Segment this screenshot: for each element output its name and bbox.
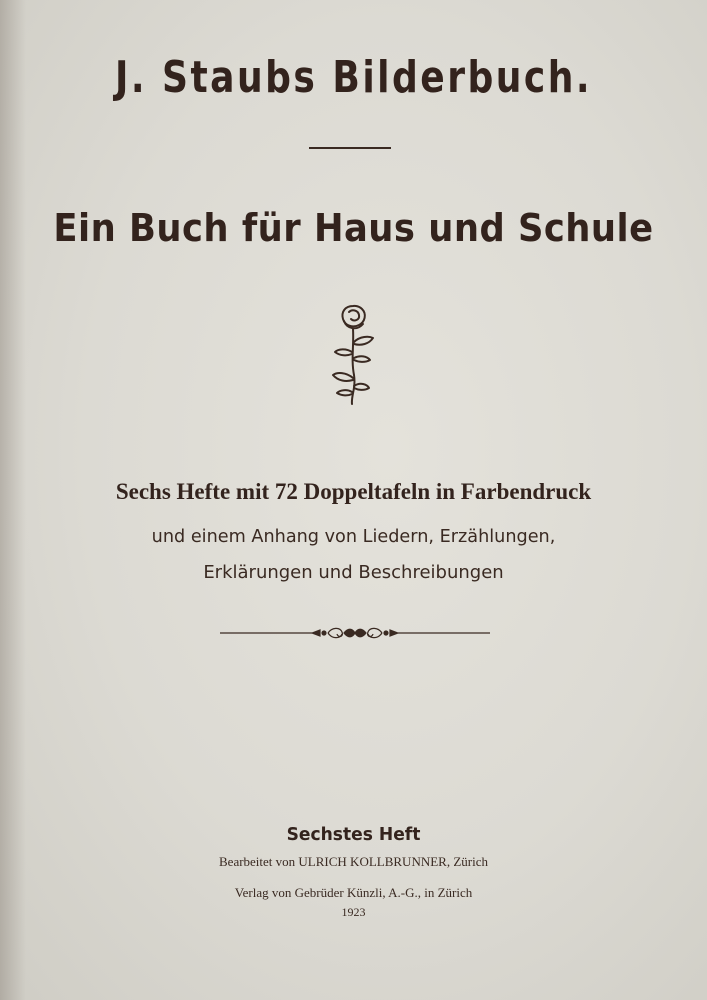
description-line-2: und einem Anhang von Liedern, Erzählungen, — [151, 526, 556, 547]
title-rule — [309, 147, 391, 149]
book-title: J. Staubs Bilderbuch. — [114, 52, 593, 103]
ornament-divider — [220, 624, 490, 642]
publication-year: 1923 — [341, 905, 366, 919]
book-subtitle: Ein Buch für Haus und Schule — [53, 206, 654, 250]
editor-line: Bearbeitet von ULRICH KOLLBRUNNER, Zürich — [219, 854, 488, 869]
description-line-1: Sechs Hefte mit 72 Doppeltafeln in Farbendruck — [115, 479, 592, 504]
volume-label: Sechstes Heft — [286, 824, 421, 845]
publisher-line: Verlag von Gebrüder Künzli, A.-G., in Zürich — [234, 885, 473, 900]
description-line-3: Erklärungen und Beschreibungen — [203, 562, 504, 583]
rose-icon — [327, 300, 379, 408]
